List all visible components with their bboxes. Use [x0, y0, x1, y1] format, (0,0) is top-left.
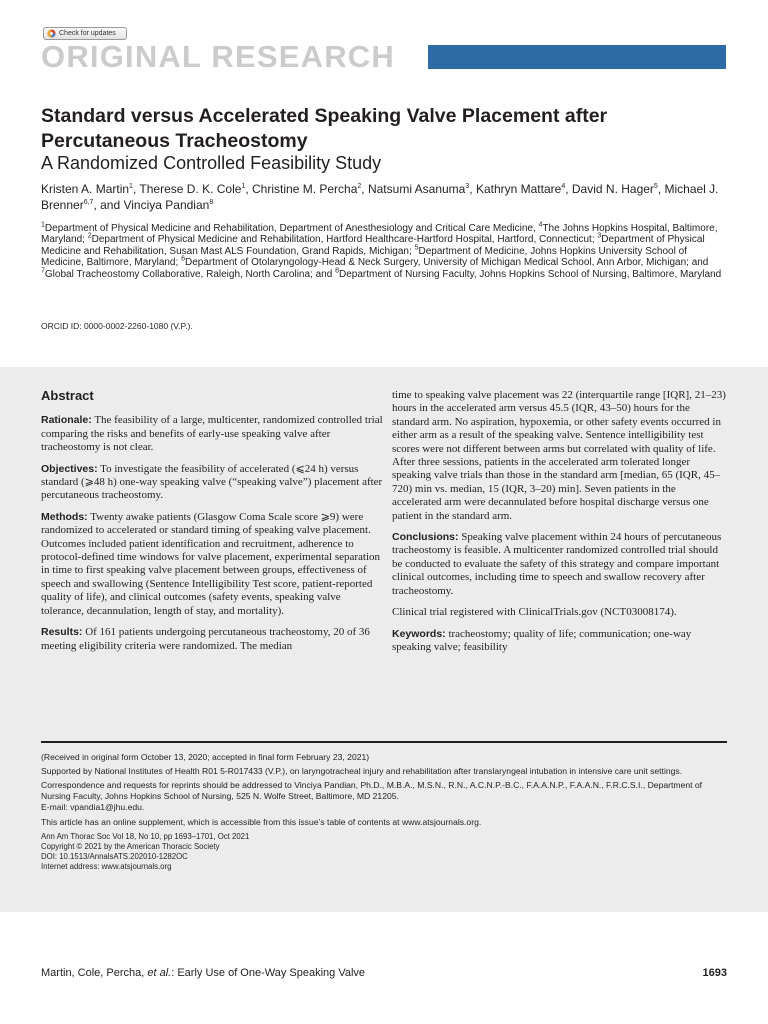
article-subtitle: A Randomized Controlled Feasibility Study: [41, 153, 382, 173]
received-dates: (Received in original form October 13, 2020; accepted in final form February 23, 2021): [41, 752, 370, 762]
author-name: [572, 182, 658, 196]
footer-title: : Early Use of One-Way Speaking Valve: [171, 967, 366, 979]
trial-registration: Clinical trial registered with ClinicalTrials.gov (NCT03008174).: [392, 606, 677, 619]
rationale-label: Rationale:: [41, 414, 92, 427]
abstract-heading: Abstract: [41, 388, 94, 403]
author-name: [476, 182, 565, 196]
author-name: [368, 182, 469, 196]
author-name: [139, 182, 245, 196]
affiliation-text: Global Tracheostomy Collaborative, Raleigh, North Carolina; and: [44, 268, 336, 280]
footer-authors: Martin, Cole, Percha,: [41, 967, 148, 979]
section-label: ORIGINAL RESEARCH: [41, 39, 395, 74]
affiliation-text: Department of Medicine, Johns Hopkins University School of Medicine, Baltimore, Maryland;: [41, 245, 687, 269]
author-name: [123, 198, 213, 212]
affiliation-marker: 6: [181, 255, 185, 263]
author-name-text: Christine M. Percha: [252, 182, 358, 196]
affiliation-marker: 8: [335, 267, 339, 275]
affiliation-text: Department of Nursing Faculty, Johns Hopkins School of Nursing, Baltimore, Maryland: [338, 268, 722, 280]
results-paragraph-end: [392, 389, 727, 523]
conclusions-text: Speaking valve placement within 24 hours of percutaneous tracheostomy is feasible. A multicenter randomized controlled trial should be conducted to evaluate the safety of this strategy and compare important clinical outcomes, including time to speech and swallow recovery after tracheostomy.: [392, 531, 722, 597]
author-affiliation-marker: 5: [653, 183, 658, 190]
affiliations: [41, 223, 731, 280]
article-title: Standard versus Accelerated Speaking Valve Placement after Percutaneous Tracheostomy: [41, 105, 608, 152]
affiliation-marker: 3: [597, 233, 602, 241]
internet-address: Internet address: www.atsjournals.org: [41, 862, 172, 871]
correspondence: Correspondence and requests for reprints should be addressed to Vinciya Pandian, Ph.D., M.B.A., M.S.N., R.N., A.C.N.P.-B.C., F.A.A.N.P., F.A.A.N., F.R.C.S.I., Department of Nursing Faculty, Johns Hopkins School of Nursing, 525 N. Wolfe Street, Baltimore, MD 21205.: [41, 780, 703, 801]
author-name-text: Kristen A. Martin: [41, 182, 130, 196]
orcid-id: ORCID ID: 0000-0002-2260-1080 (V.P.).: [41, 321, 193, 331]
author-name-text: David N. Hager: [571, 182, 654, 196]
supplement-note: This article has an online supplement, which is accessible from this issue’s table of contents at www.atsjournals.org.: [41, 817, 482, 827]
abstract-left-column: [41, 389, 383, 661]
methods-text: Twenty awake patients (Glasgow Coma Scale score ⩾9) were randomized to accelerated or standard timing of speaking valve placement. Outcomes included patient identification and recruitment, adherence to protocol-defined time windows for valve placement, experimental separation in time to first speaking valve placement between groups, effectiveness of speech and swallowing (Sentence Intelligibility Test score, patient-reported quality of life), and clinical outcomes (safety events, speaking valve tolerance, decannulation, length of stay, and mortality).: [41, 510, 381, 617]
author-affiliation-marker: 1: [129, 183, 133, 190]
author-affiliation-marker: 3: [465, 183, 470, 190]
results-text-end: time to speaking valve placement was 22 (interquartile range [IQR], 21–23) hours in the accelerated arm versus 45.5 (IQR, 43–50) hours for the standard arm. No aspiration, hypoxemia, or other safety events occurred in either arm as a result of the speaking valve. Sentence intelligibility test scores were not different between arms but correlated with quality of life. After three sessions, patients in the accelerated arm tolerated longer speaking valve trials than those in the standard arm [median, 65 (IQR, 45–720) min vs. median, 15 (IQR, 3–20) min]. Seven patients in the accelerated arm were decannulated before hospital discharge versus one patient in the standard arm.: [392, 389, 726, 522]
author-affiliation-marker: 2: [357, 183, 362, 190]
author-affiliation-marker: 8: [209, 198, 214, 206]
keywords-label: Keywords:: [392, 627, 446, 640]
abstract-right-column: [392, 389, 727, 662]
footnote-divider: [41, 741, 727, 743]
affiliation-marker: 7: [41, 267, 45, 275]
results-paragraph-start: [41, 626, 383, 653]
author-name-text: Kathryn Mattare: [475, 182, 562, 196]
author-affiliation-marker: 1: [241, 183, 246, 190]
affiliation-marker: 5: [414, 244, 419, 252]
keywords-paragraph: [392, 628, 727, 655]
author-name-text: Vinciya Pandian: [123, 197, 210, 212]
page-number: 1693: [702, 967, 727, 979]
footer-etal: et al.: [147, 967, 172, 979]
methods-label: Methods:: [41, 510, 88, 523]
journal-citation: Ann Am Thorac Soc Vol 18, No 10, pp 1693–1701, Oct 2021: [41, 832, 250, 841]
conclusions-paragraph: [392, 531, 727, 598]
author-name: [252, 182, 361, 196]
copyright: Copyright © 2021 by the American Thoracic Society: [41, 842, 220, 851]
affiliation-marker: 2: [87, 233, 92, 241]
methods-paragraph: [41, 511, 383, 618]
affiliation-text: Department of Physical Medicine and Rehabilitation, Susan Mast ALS Foundation, Grand Rapids, Michigan;: [41, 234, 705, 257]
crossmark-icon: [47, 29, 56, 38]
author-name-text: Michael J. Brenner: [41, 182, 719, 212]
doi: DOI: 10.1513/AnnalsATS.202010-1282OC: [41, 852, 188, 861]
results-text-start: Of 161 patients undergoing percutaneous tracheostomy, 20 of 36 meeting eligibility criteria were randomized. The median: [41, 626, 370, 652]
affiliation-marker: 4: [538, 221, 543, 229]
author-list: Kristen A. Martin$^1$, Therese D. K. Cole$^1$, Christine M. Percha$^2$, Natsumi Asanuma$^3$, Kathryn Mattare$^4$, David N. Hager$^5$, Michael J. Brenner$^{6,7}$, and Vinciya Pandian$^8$: [41, 182, 719, 212]
keywords-text: tracheostomy; quality of life; communication; one-way speaking valve; feasibility: [392, 627, 692, 653]
affiliation-text: Department of Physical Medicine and Rehabilitation, Hartford Healthcare-Hartford Hospital, Hartford, Connecticut;: [91, 234, 598, 246]
header-accent-bar: [428, 45, 726, 69]
correspondence-email: E-mail: vpandia1@jhu.edu.: [41, 802, 145, 812]
conclusions-label: Conclusions:: [392, 531, 459, 544]
footnotes: [41, 752, 727, 872]
funding-statement: Supported by National Institutes of Health R01 5-R017433 (V.P.), on laryngotracheal injury and rehabilitation after translaryngeal intubation in intensive care unit settings.: [41, 766, 683, 776]
affiliation-text: Department of Physical Medicine and Rehabilitation, Department of Anesthesiology and Critical Care Medicine,: [44, 223, 539, 234]
objectives-label: Objectives:: [41, 462, 98, 475]
author-affiliation-marker: 4: [561, 183, 566, 190]
rationale-paragraph: [41, 414, 383, 454]
objectives-paragraph: [41, 463, 383, 503]
rationale-text: The feasibility of a large, multicenter, randomized controlled trial comparing the risks and benefits of early-use speaking valve after tracheostomy is not clear.: [41, 414, 383, 454]
affiliation-text: Department of Otolaryngology-Head & Neck Surgery, University of Michigan Medical School, Ann Arbor, Michigan; and: [184, 257, 709, 269]
results-label: Results:: [41, 626, 83, 639]
author-name-text: Therese D. K. Cole: [139, 182, 242, 196]
affiliation-marker: 1: [41, 221, 45, 229]
author-name-text: Natsumi Asanuma: [367, 182, 466, 196]
check-for-updates-label: Check for updates: [59, 30, 116, 37]
running-footer: [41, 967, 365, 979]
author-affiliation-marker: 6,7: [83, 198, 94, 206]
author-name: [41, 182, 133, 196]
affiliation-text: The Johns Hopkins Hospital, Baltimore, Maryland;: [41, 223, 718, 246]
objectives-text: To investigate the feasibility of accelerated (⩽24 h) versus standard (⩾48 h) one-way speaking valve (“speaking valve”) placement after percutaneous tracheostomy.: [41, 462, 383, 502]
